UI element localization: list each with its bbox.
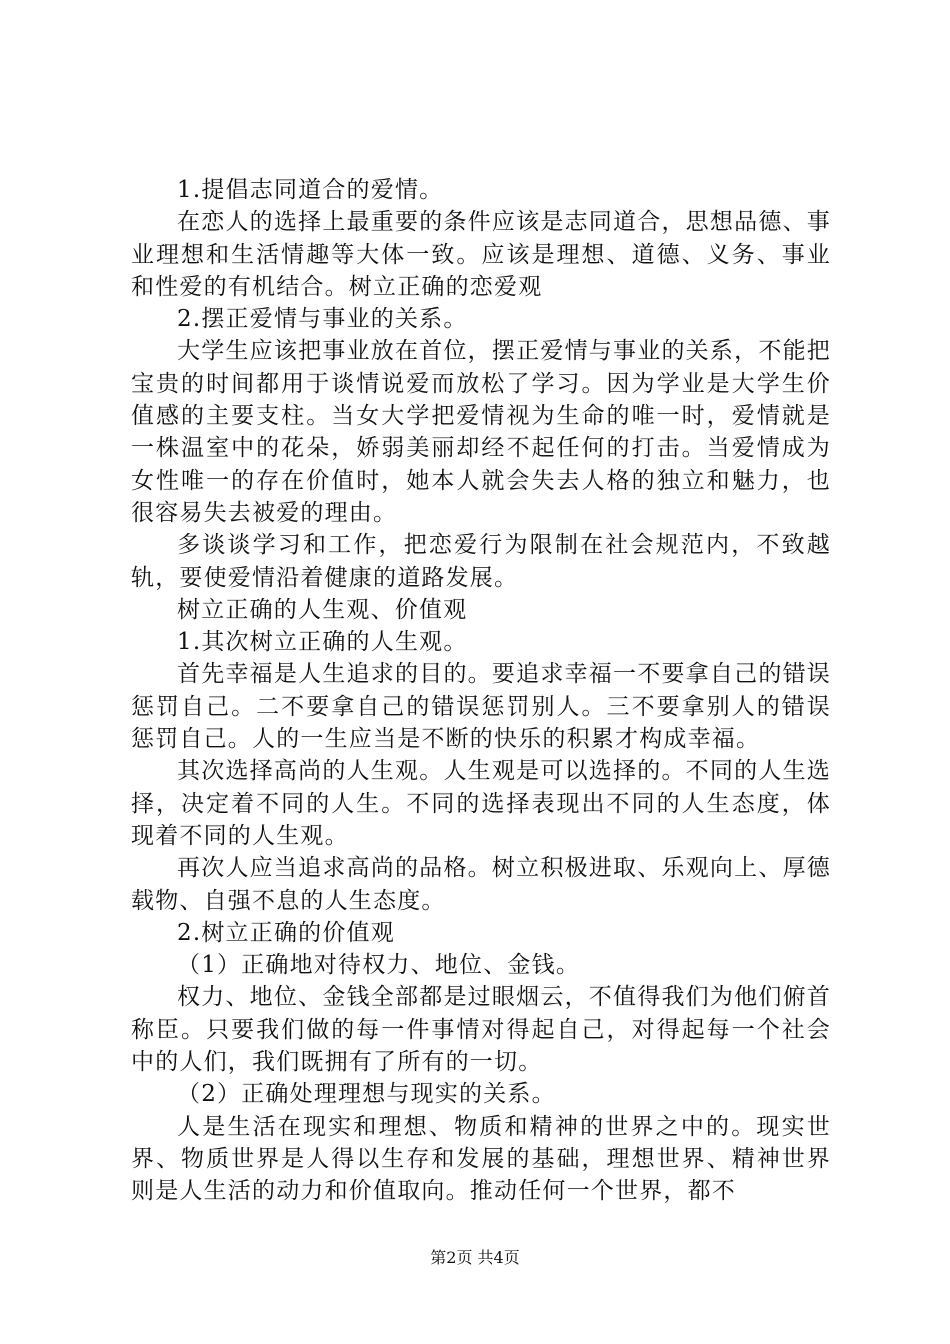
paragraph-8: 首先幸福是人生追求的目的。要追求幸福一不要拿自己的错误惩罚自己。二不要拿自己的错误惩罚别人。三不要拿别人的错误惩罚自己。人的一生应当是不断的快乐的积累才构成幸福。 [131, 661, 831, 753]
paragraph-11: 2.树立正确的价值观 [177, 919, 395, 946]
paragraph-2: 在恋人的选择上最重要的条件应该是志同道合，思想品德、事业理想和生活情趣等大体一致。应该是理想、道德、义务、事业和性爱的有机结合。树立正确的恋爱观 [131, 209, 831, 300]
paragraph-12: （1）正确地对待权力、地位、金钱。 [177, 952, 581, 979]
paragraph-6: 树立正确的人生观、价值观 [177, 596, 468, 623]
paragraph-1: 1.提倡志同道合的爱情。 [177, 177, 444, 203]
paragraph-15: 人是生活在现实和理想、物质和精神的世界之中的。现实世界、物质世界是人得以生存和发展的基础，理想世界、精神世界则是人生活的动力和价值取向。推动任何一个世界，都不 [131, 1113, 831, 1205]
page-number-footer: 第2页 共4页 [430, 1248, 520, 1267]
paragraph-5: 多谈谈学习和工作，把恋爱行为限制在社会规范内，不致越轨，要使爱情沿着健康的道路发展。 [131, 532, 831, 591]
paragraph-4: 大学生应该把事业放在首位，摆正爱情与事业的关系，不能把宝贵的时间都用于谈情说爱而放松了学习。因为学业是大学生价值感的主要支柱。当女大学把爱情视为生命的唯一时，爱情就是一株温室中的花朵，娇弱美丽却经不起任何的打击。当爱情成为女性唯一的存在价值时，她本人就会失去人格的独立和魅力，也很容易失去被爱的理由。 [131, 338, 831, 526]
paragraph-7: 1.其次树立正确的人生观。 [177, 629, 468, 656]
paragraph-3: 2.摆正爱情与事业的关系。 [177, 306, 468, 333]
paragraph-13: 权力、地位、金钱全部都是过眼烟云，不值得我们为他们俯首称臣。只要我们做的每一件事情对得起自己，对得起每一个社会中的人们，我们既拥有了所有的一切。 [131, 984, 831, 1076]
paragraph-9: 其次选择高尚的人生观。人生观是可以选择的。不同的人生选择，决定着不同的人生。不同的选择表现出不同的人生态度，体现着不同的人生观。 [131, 758, 831, 849]
paragraph-10: 再次人应当追求高尚的品格。树立积极进取、乐观向上、厚德载物、自强不息的人生态度。 [131, 855, 831, 914]
document-body [131, 174, 831, 1208]
paragraph-14: （2）正确处理理想与现实的关系。 [177, 1081, 556, 1108]
